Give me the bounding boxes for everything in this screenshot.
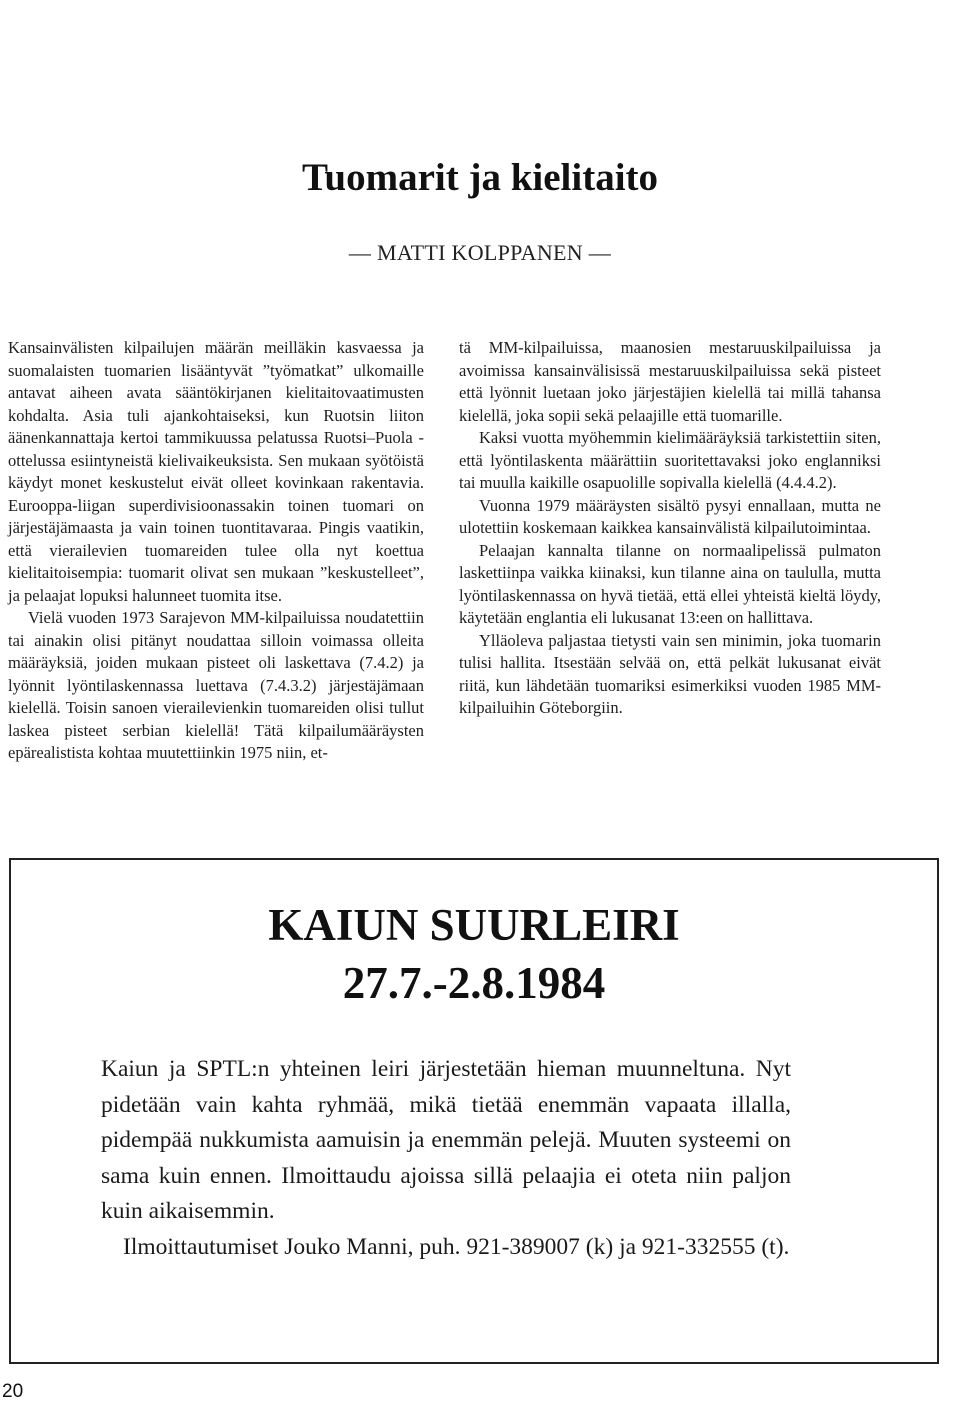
article-right-column <box>459 337 881 720</box>
article-paragraph: Ylläoleva paljastaa tietysti vain sen minimin, joka tuomarin tulisi hallita. Itsestään selvää on, että pelkät lukusanat eivät riitä, kun lähdetään tuomariksi esimerkiksi vuoden 1985 MM-kilpailuihin Göteborgiin. <box>459 630 881 717</box>
announcement-paragraph: Kaiun ja SPTL:n yhteinen leiri järjestetään hieman muunneltuna. Nyt pidetään vain kahta ryhmää, mikä tietää enemmän vapaata illalla, pidempää nukkumista aamuisin ja enemmän pelejä. Muuten systeemi on sama kuin ennen. Ilmoittaudu ajoissa sillä pelaajia ei oteta niin paljon kuin aikaisemmin. <box>101 1056 791 1224</box>
article-paragraph: tä MM-kilpailuissa, maanosien mestaruuskilpailuissa ja avoimissa kansainvälisissä mestaruuskilpailuissa sekä pisteet että lyönnit luetaan joko järjestäjien kielellä tai millä tahansa kielellä, joka sopii sekä pelaajille että tuomarille. <box>459 338 881 425</box>
article-title: Tuomarit ja kielitaito <box>301 156 659 199</box>
article-paragraph: Kaksi vuotta myöhemmin kielimääräyksiä tarkistettiin siten, että lyöntilaskenta määrättiin suoritettavaksi joko englanniksi tai muulla kaikille osapuolille sopivalla kielellä (4.4.4.2). <box>459 428 881 492</box>
announcement-title-line: KAIUN SUURLEIRI <box>268 900 680 950</box>
article-paragraph: Pelaajan kannalta tilanne on normaalipelissä pulmaton laskettiinpa vaikka kiinaksi, kun tilanne aina on taululla, mutta lyöntilaskennassa on hyvä tietää, että ellei yhteistä kieltä löydy, käytetään englantia eli lukusanat 13:een on hallittava. <box>459 540 881 627</box>
article-paragraph: Vielä vuoden 1973 Sarajevon MM-kilpailuissa noudatettiin tai ainakin olisi pitänyt noudattaa silloin voimassa olleita määräyksiä, joiden mukaan pisteet oli laskettava (7.4.2) ja lyönnit lyöntilaskennassa luettava (7.4.3.2) järjestäjämaan kielellä. Toisin sanoen vierailevienkin tuomareiden olisi tullut laskea pisteet serbian kielellä! Tätä kilpailumääräysten epärealistista kohtaa muutettiinkin 1975 niin, et- <box>8 608 424 762</box>
announcement-contact: Ilmoittautumiset Jouko Manni, puh. 921-389007 (k) ja 921-332555 (t). <box>123 1233 790 1260</box>
page-number: 20 <box>2 1381 24 1402</box>
announcement-title <box>11 896 937 1012</box>
announcement-dates: 27.7.-2.8.1984 <box>342 958 606 1008</box>
article-left-column <box>8 337 424 765</box>
article-byline: — MATTI KOLPPANEN — <box>348 240 612 265</box>
article-paragraph: Kansainvälisten kilpailujen määrän meilläkin kasvaessa ja suomalaisten tuomarien lisääntyvät ”työmatkat” ulkomaille antavat aiheen avata sääntökirjanen kielitaitovaatimusten kohdalta. Asia tuli ajankohtaiseksi, kun Ruotsin liiton äänenkannattaja kertoi tammikuussa pelatussa Ruotsi–Puola -ottelussa esiintyneistä kielivaikeuksista. Sen mukaan syötöistä käydyt monet keskustelut eivät olleet kovinkaan rakentavia. Eurooppa-liigan superdivisioonassakin toinen tuomari on järjestäjämaasta ja vain toinen tuontitavaraa. Pingis vaatikin, että vierailevien tuomareiden tulee olla nyt koettua kielitaitoisempia: tuomarit olivat sen mukaan ”keskustelleet”, ja pelaajat lopuksi halunneet tuomita itse. <box>8 338 424 605</box>
article-paragraph: Vuonna 1979 määräysten sisältö pysyi ennallaan, mutta ne ulotettiin koskemaan kaikkea kansainvälistä kilpailutoimintaa. <box>459 495 881 537</box>
announcement-body <box>101 1052 791 1265</box>
announcement-box <box>9 858 939 1364</box>
